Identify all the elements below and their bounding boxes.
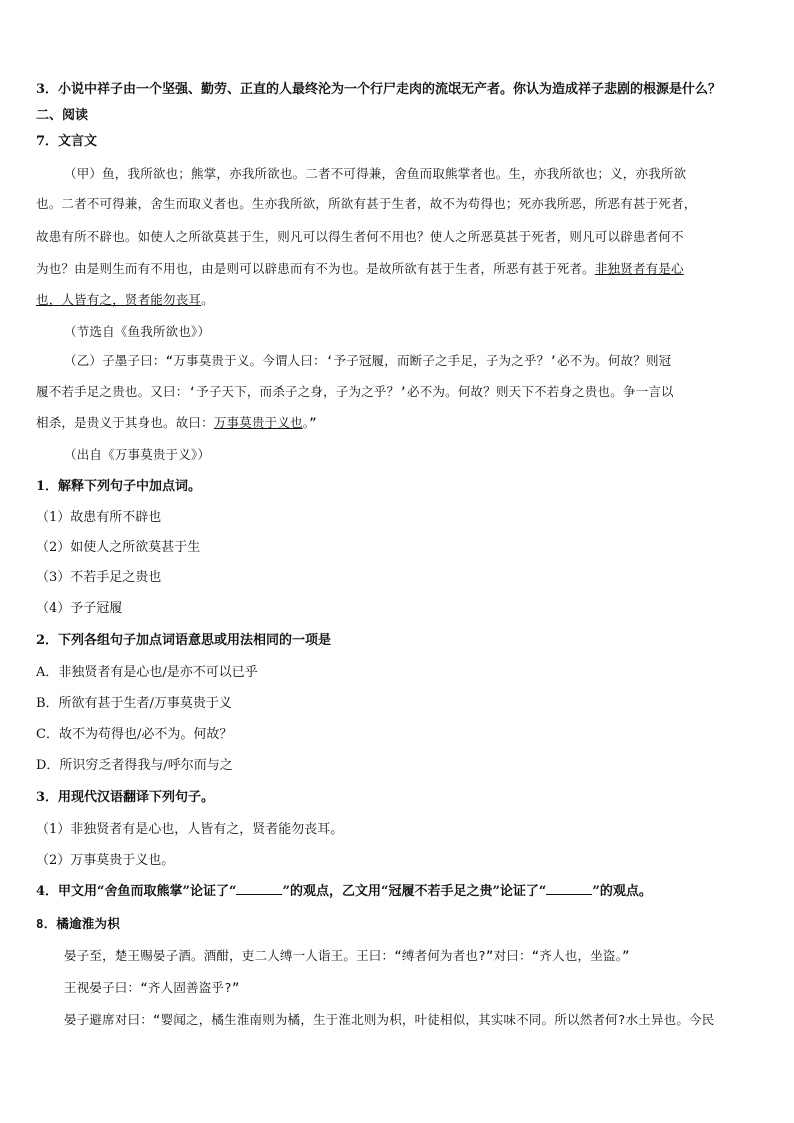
question-1-item-2: （2）如使人之所欲莫甚于生 bbox=[36, 540, 201, 555]
question-4 bbox=[36, 882, 652, 902]
question-2-option-c: C．故不为苟得也/必不为。何故？ bbox=[36, 727, 233, 742]
section-heading: 二、阅读 bbox=[36, 108, 89, 123]
answer-blank-1 bbox=[236, 882, 282, 895]
q8-line-1: 晏子至，楚王赐晏子酒。酒酣，吏二人缚一人诣王。王曰：“缚者何为者也?”对曰：“齐人也，坐盗。” bbox=[64, 948, 630, 963]
jia-line-5 bbox=[36, 290, 214, 310]
q8-line-3: 晏子避席对曰：“婴闻之，橘生淮南则为橘，生于淮北则为枳，叶徒相似，其实味不同。所以然者何?水土异也。今民 bbox=[64, 1012, 715, 1027]
jia-source: （节选自《鱼我所欲也》） bbox=[64, 324, 211, 339]
question-1-title: 1．解释下列句子中加点词。 bbox=[36, 479, 202, 494]
question-3-item-1: （1）非独贤者有是心也，人皆有之，贤者能勿丧耳。 bbox=[36, 822, 344, 837]
yi-line-3-end: 。” bbox=[302, 415, 317, 430]
yi-source: （出自《万事莫贵于义》） bbox=[64, 447, 211, 462]
jia-line-1: （甲）鱼，我所欲也；熊掌，亦我所欲也。二者不可得兼，舍鱼而取熊掌者也。生，亦我所欲也；义，亦我所欲 bbox=[64, 166, 687, 181]
question-3-title: 3．用现代汉语翻译下列句子。 bbox=[36, 790, 215, 805]
jia-line-3: 故患有所不辟也。如使人之所欲莫甚于生，则凡可以得生者何不用也？使人之所恶莫甚于死者，则凡可以辟患者何不 bbox=[36, 229, 684, 244]
yi-line-1: （乙）子墨子曰：“万事莫贵于义。今谓人曰：‘予子冠履，而断子之手足，子为之乎？’必不为。何故？则冠 bbox=[64, 353, 672, 368]
question-2-option-b: B．所欲有甚于生者/万事莫贵于义 bbox=[36, 696, 232, 711]
jia-underlined-2: 也，人皆有之，贤者能勿丧耳 bbox=[36, 292, 202, 307]
question-1-item-4: （4）予子冠履 bbox=[36, 601, 123, 616]
q8-line-2: 王视晏子曰：“齐人固善盗乎?” bbox=[64, 980, 240, 995]
answer-blank-2 bbox=[546, 882, 592, 895]
jia-line-2: 也。二者不可得兼，舍生而取义者也。生亦我所欲，所欲有甚于生者，故不为苟得也；死亦我所恶，所恶有甚于死者， bbox=[36, 196, 697, 211]
question-3-item-2: （2）万事莫贵于义也。 bbox=[36, 853, 175, 868]
yi-line-3-text: 相杀，是贵义于其身也。故曰： bbox=[36, 415, 214, 430]
question-2-title: 2．下列各组句子加点词语意思或用法相同的一项是 bbox=[36, 633, 332, 648]
question-4-part-1: 4．甲文用“舍鱼而取熊掌”论证了“ bbox=[36, 884, 237, 899]
question-3-prev: 3．小说中祥子由一个坚强、勤劳、正直的人最终沦为一个行尸走肉的流氓无产者。你认为造成祥子悲剧的根源是什么？ bbox=[36, 82, 722, 97]
question-4-part-2: ”的观点，乙文用“冠履不若手足之贵”论证了“ bbox=[282, 884, 547, 899]
question-2-option-d: D．所识穷乏者得我与/呼尔而与之 bbox=[36, 758, 233, 773]
jia-line-4 bbox=[36, 259, 684, 279]
yi-line-2: 履不若手足之贵也。又曰：‘予子天下，而杀子之身，子为之乎？’必不为。何故？则天下不若身之贵也。争一言以 bbox=[36, 384, 674, 399]
jia-underlined-1: 非独贤者有是心 bbox=[594, 261, 684, 276]
question-8-title: 8．橘逾淮为枳 bbox=[36, 916, 120, 931]
question-1-item-3: （3）不若手足之贵也 bbox=[36, 570, 162, 585]
yi-underlined: 万事莫贵于义也 bbox=[213, 415, 303, 430]
jia-line-4-text: 为也？由是则生而有不用也，由是则可以辟患而有不为也。是故所欲有甚于生者，所恶有甚于死者。 bbox=[36, 261, 595, 276]
yi-line-3 bbox=[36, 413, 317, 433]
jia-line-5-end: 。 bbox=[201, 292, 214, 307]
question-4-part-3: ”的观点。 bbox=[592, 884, 652, 899]
question-1-item-1: （1）故患有所不辟也 bbox=[36, 510, 162, 525]
question-2-option-a: A．非独贤者有是心也/是亦不可以已乎 bbox=[36, 665, 258, 680]
question-7-title: 7．文言文 bbox=[36, 134, 98, 149]
